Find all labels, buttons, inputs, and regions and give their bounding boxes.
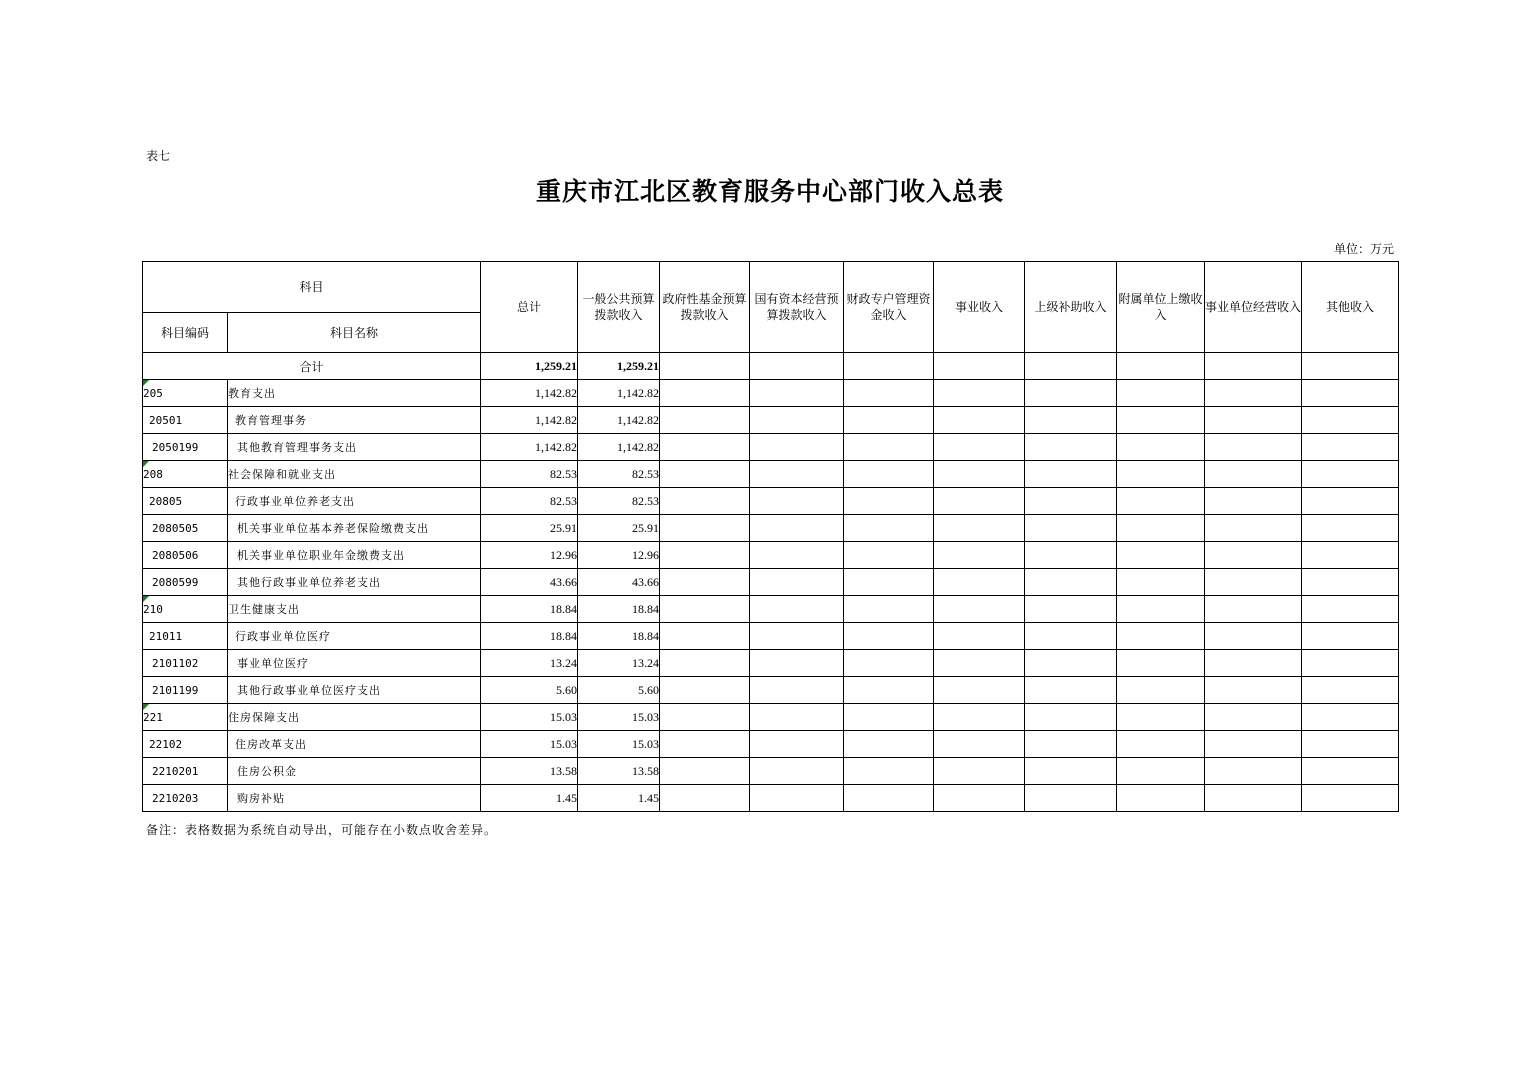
header-fiscal-special: 财政专户管理资金收入: [844, 262, 934, 353]
empty-cell: [750, 515, 844, 542]
empty-cell: [750, 677, 844, 704]
subject-code: [143, 704, 228, 731]
empty-cell: [1205, 596, 1302, 623]
subject-name: 行政事业单位养老支出: [228, 488, 481, 515]
subject-code-text: 2080506: [152, 548, 199, 562]
header-state-capital: 国有资本经营预算拨款收入: [750, 262, 844, 353]
empty-cell: [1025, 380, 1117, 407]
empty-cell: [1302, 596, 1399, 623]
table-row: [143, 623, 1399, 650]
subject-name: 其他教育管理事务支出: [228, 434, 481, 461]
empty-cell: [844, 488, 934, 515]
empty-cell: [660, 569, 750, 596]
empty-cell: [1205, 542, 1302, 569]
general-budget-value: 43.66: [578, 569, 660, 596]
table-row: [143, 677, 1399, 704]
empty-cell: [844, 380, 934, 407]
total-value: 13.24: [481, 650, 578, 677]
empty-cell: [844, 434, 934, 461]
empty-cell: [1117, 461, 1205, 488]
empty-cell: [750, 407, 844, 434]
empty-cell: [660, 704, 750, 731]
empty-cell: [1025, 569, 1117, 596]
empty-cell: [1117, 650, 1205, 677]
table-label: 表七: [146, 149, 171, 163]
subject-code: [143, 650, 228, 677]
total-value: 18.84: [481, 596, 578, 623]
empty-cell: [1117, 380, 1205, 407]
empty-cell: [750, 380, 844, 407]
subject-name: 卫生健康支出: [228, 596, 481, 623]
table-row: [143, 461, 1399, 488]
empty-cell: [934, 542, 1025, 569]
empty-cell: [844, 407, 934, 434]
empty-cell: [1117, 488, 1205, 515]
empty-cell: [660, 380, 750, 407]
empty-cell: [1302, 542, 1399, 569]
subject-code: [143, 407, 228, 434]
empty-cell: [1302, 461, 1399, 488]
empty-cell: [1025, 434, 1117, 461]
subject-code: [143, 569, 228, 596]
empty-cell: [1025, 407, 1117, 434]
total-value: 12.96: [481, 542, 578, 569]
total-value: 43.66: [481, 569, 578, 596]
empty-cell: [844, 569, 934, 596]
header-business-income: 事业收入: [934, 262, 1025, 353]
empty-cell: [1302, 785, 1399, 812]
total-value: 1,142.82: [481, 407, 578, 434]
empty-cell: [844, 596, 934, 623]
empty-cell: [750, 704, 844, 731]
general-budget-value: 1.45: [578, 785, 660, 812]
subject-code: [143, 434, 228, 461]
general-budget-value: 18.84: [578, 596, 660, 623]
empty-cell: [1302, 731, 1399, 758]
subject-code: [143, 785, 228, 812]
empty-cell: [1025, 353, 1117, 380]
total-value: 5.60: [481, 677, 578, 704]
footnote: 备注：表格数据为系统自动导出，可能存在小数点收舍差异。: [146, 823, 498, 837]
empty-cell: [934, 380, 1025, 407]
subject-name: 社会保障和就业支出: [228, 461, 481, 488]
total-value: 15.03: [481, 704, 578, 731]
empty-cell: [1117, 353, 1205, 380]
subject-code-text: 2101199: [152, 683, 199, 697]
empty-cell: [1117, 731, 1205, 758]
empty-cell: [660, 488, 750, 515]
empty-cell: [1205, 380, 1302, 407]
empty-cell: [750, 461, 844, 488]
empty-cell: [660, 461, 750, 488]
subject-code: [143, 758, 228, 785]
empty-cell: [1302, 488, 1399, 515]
empty-cell: [750, 758, 844, 785]
empty-cell: [1205, 731, 1302, 758]
empty-cell: [1205, 785, 1302, 812]
subject-name: 事业单位医疗: [228, 650, 481, 677]
unit-label: 单位：万元: [1333, 242, 1394, 256]
table-row: [143, 488, 1399, 515]
subject-name: 教育管理事务: [228, 407, 481, 434]
empty-cell: [1025, 785, 1117, 812]
empty-cell: [1302, 434, 1399, 461]
empty-cell: [750, 785, 844, 812]
empty-cell: [1117, 542, 1205, 569]
empty-cell: [1302, 407, 1399, 434]
subject-code-text: 208: [143, 467, 163, 481]
subject-name: 住房改革支出: [228, 731, 481, 758]
subject-code-text: 21011: [149, 629, 183, 643]
header-business-operation: 事业单位经营收入: [1205, 262, 1302, 353]
empty-cell: [660, 407, 750, 434]
empty-cell: [1302, 380, 1399, 407]
empty-cell: [750, 569, 844, 596]
general-budget-value: 15.03: [578, 731, 660, 758]
empty-cell: [1025, 596, 1117, 623]
empty-cell: [1025, 704, 1117, 731]
total-value: 1,142.82: [481, 380, 578, 407]
empty-cell: [1025, 650, 1117, 677]
total-row-total: 1,259.21: [481, 353, 578, 380]
header-gov-fund: 政府性基金预算拨款收入: [660, 262, 750, 353]
empty-cell: [934, 434, 1025, 461]
empty-cell: [1205, 704, 1302, 731]
total-row-label: 合计: [143, 353, 481, 380]
empty-cell: [934, 569, 1025, 596]
total-value: 1,142.82: [481, 434, 578, 461]
empty-cell: [1117, 569, 1205, 596]
empty-cell: [934, 731, 1025, 758]
empty-cell: [1117, 785, 1205, 812]
header-subject: 科目: [143, 262, 481, 313]
empty-cell: [750, 596, 844, 623]
empty-cell: [1205, 488, 1302, 515]
empty-cell: [934, 515, 1025, 542]
total-value: 82.53: [481, 461, 578, 488]
empty-cell: [1205, 623, 1302, 650]
header-name: 科目名称: [228, 313, 481, 353]
table-row: [143, 650, 1399, 677]
empty-cell: [1117, 596, 1205, 623]
subject-code-text: 2080505: [152, 521, 199, 535]
general-budget-value: 18.84: [578, 623, 660, 650]
total-row: [143, 353, 1399, 380]
empty-cell: [750, 650, 844, 677]
header-superior-subsidy: 上级补助收入: [1025, 262, 1117, 353]
empty-cell: [1302, 353, 1399, 380]
subject-code: [143, 677, 228, 704]
empty-cell: [1205, 758, 1302, 785]
empty-cell: [934, 623, 1025, 650]
empty-cell: [660, 677, 750, 704]
empty-cell: [844, 758, 934, 785]
empty-cell: [750, 434, 844, 461]
general-budget-value: 5.60: [578, 677, 660, 704]
empty-cell: [1205, 461, 1302, 488]
subject-code: [143, 461, 228, 488]
subject-name: 其他行政事业单位养老支出: [228, 569, 481, 596]
empty-cell: [1025, 623, 1117, 650]
empty-cell: [934, 758, 1025, 785]
empty-cell: [660, 542, 750, 569]
empty-cell: [1205, 569, 1302, 596]
empty-cell: [1117, 623, 1205, 650]
empty-cell: [660, 785, 750, 812]
empty-cell: [1025, 731, 1117, 758]
empty-cell: [750, 623, 844, 650]
subject-name: 机关事业单位职业年金缴费支出: [228, 542, 481, 569]
subject-code-text: 2080599: [152, 575, 199, 589]
header-total: 总计: [481, 262, 578, 353]
table-row: [143, 785, 1399, 812]
empty-cell: [1302, 569, 1399, 596]
subject-code-text: 221: [143, 710, 163, 724]
empty-cell: [1117, 515, 1205, 542]
empty-cell: [1117, 704, 1205, 731]
general-budget-value: 15.03: [578, 704, 660, 731]
table-row: [143, 515, 1399, 542]
empty-cell: [1205, 650, 1302, 677]
empty-cell: [844, 677, 934, 704]
header-other-income: 其他收入: [1302, 262, 1399, 353]
empty-cell: [660, 596, 750, 623]
subject-name: 教育支出: [228, 380, 481, 407]
page-title: 重庆市江北区教育服务中心部门收入总表: [535, 177, 1004, 206]
empty-cell: [1025, 515, 1117, 542]
table-row: [143, 596, 1399, 623]
table-row: [143, 542, 1399, 569]
subject-code: [143, 596, 228, 623]
empty-cell: [934, 785, 1025, 812]
empty-cell: [1025, 461, 1117, 488]
subject-name: 其他行政事业单位医疗支出: [228, 677, 481, 704]
empty-cell: [660, 434, 750, 461]
empty-cell: [1025, 758, 1117, 785]
general-budget-value: 13.58: [578, 758, 660, 785]
subject-code-text: 20501: [149, 413, 183, 427]
empty-cell: [1302, 677, 1399, 704]
table-row: [143, 758, 1399, 785]
empty-cell: [844, 515, 934, 542]
general-budget-value: 12.96: [578, 542, 660, 569]
empty-cell: [934, 704, 1025, 731]
empty-cell: [1205, 407, 1302, 434]
cell-marker-icon: [143, 596, 149, 602]
empty-cell: [660, 650, 750, 677]
total-value: 1.45: [481, 785, 578, 812]
general-budget-value: 1,142.82: [578, 434, 660, 461]
empty-cell: [660, 758, 750, 785]
empty-cell: [660, 515, 750, 542]
empty-cell: [1205, 353, 1302, 380]
total-value: 15.03: [481, 731, 578, 758]
subject-name: 住房保障支出: [228, 704, 481, 731]
total-value: 13.58: [481, 758, 578, 785]
empty-cell: [1302, 704, 1399, 731]
empty-cell: [934, 488, 1025, 515]
total-row-general: 1,259.21: [578, 353, 660, 380]
empty-cell: [1302, 758, 1399, 785]
empty-cell: [934, 596, 1025, 623]
subject-code: [143, 380, 228, 407]
subject-code-text: 20805: [149, 494, 183, 508]
subject-code-text: 2210203: [152, 791, 199, 805]
general-budget-value: 25.91: [578, 515, 660, 542]
empty-cell: [934, 407, 1025, 434]
empty-cell: [844, 623, 934, 650]
empty-cell: [844, 461, 934, 488]
empty-cell: [750, 488, 844, 515]
empty-cell: [660, 623, 750, 650]
subject-code-text: 205: [143, 386, 163, 400]
subject-code: [143, 623, 228, 650]
header-code: 科目编码: [143, 313, 228, 353]
empty-cell: [1117, 434, 1205, 461]
empty-cell: [844, 785, 934, 812]
empty-cell: [1025, 677, 1117, 704]
empty-cell: [750, 353, 844, 380]
empty-cell: [844, 704, 934, 731]
empty-cell: [1205, 515, 1302, 542]
general-budget-value: 1,142.82: [578, 407, 660, 434]
table-row: [143, 569, 1399, 596]
table-row: [143, 731, 1399, 758]
general-budget-value: 82.53: [578, 461, 660, 488]
empty-cell: [1205, 434, 1302, 461]
empty-cell: [934, 677, 1025, 704]
empty-cell: [1302, 650, 1399, 677]
cell-marker-icon: [143, 380, 149, 386]
empty-cell: [934, 650, 1025, 677]
general-budget-value: 1,142.82: [578, 380, 660, 407]
empty-cell: [750, 731, 844, 758]
table-row: [143, 407, 1399, 434]
general-budget-value: 82.53: [578, 488, 660, 515]
subject-code: [143, 515, 228, 542]
empty-cell: [1117, 407, 1205, 434]
general-budget-value: 13.24: [578, 650, 660, 677]
cell-marker-icon: [143, 704, 149, 710]
total-value: 82.53: [481, 488, 578, 515]
empty-cell: [934, 461, 1025, 488]
header-affiliated-payment: 附属单位上缴收入: [1117, 262, 1205, 353]
subject-name: 购房补贴: [228, 785, 481, 812]
cell-marker-icon: [143, 461, 149, 467]
subject-name: 住房公积金: [228, 758, 481, 785]
table-row: [143, 704, 1399, 731]
subject-name: 行政事业单位医疗: [228, 623, 481, 650]
empty-cell: [660, 353, 750, 380]
subject-code-text: 2210201: [152, 764, 199, 778]
empty-cell: [844, 650, 934, 677]
subject-code-text: 2101102: [152, 656, 199, 670]
header-general-budget: 一般公共预算拨款收入: [578, 262, 660, 353]
empty-cell: [1117, 677, 1205, 704]
empty-cell: [1302, 623, 1399, 650]
subject-code: [143, 731, 228, 758]
subject-code-text: 210: [143, 602, 163, 616]
subject-code: [143, 488, 228, 515]
empty-cell: [660, 731, 750, 758]
subject-name: 机关事业单位基本养老保险缴费支出: [228, 515, 481, 542]
empty-cell: [1025, 488, 1117, 515]
table-row: [143, 434, 1399, 461]
empty-cell: [750, 542, 844, 569]
empty-cell: [1117, 758, 1205, 785]
empty-cell: [1302, 515, 1399, 542]
total-value: 18.84: [481, 623, 578, 650]
empty-cell: [844, 731, 934, 758]
income-summary-table: [142, 261, 1399, 812]
table-row: [143, 380, 1399, 407]
subject-code-text: 22102: [149, 737, 183, 751]
subject-code-text: 2050199: [152, 440, 199, 454]
empty-cell: [844, 542, 934, 569]
empty-cell: [934, 353, 1025, 380]
empty-cell: [1205, 677, 1302, 704]
empty-cell: [844, 353, 934, 380]
total-value: 25.91: [481, 515, 578, 542]
empty-cell: [1025, 542, 1117, 569]
subject-code: [143, 542, 228, 569]
